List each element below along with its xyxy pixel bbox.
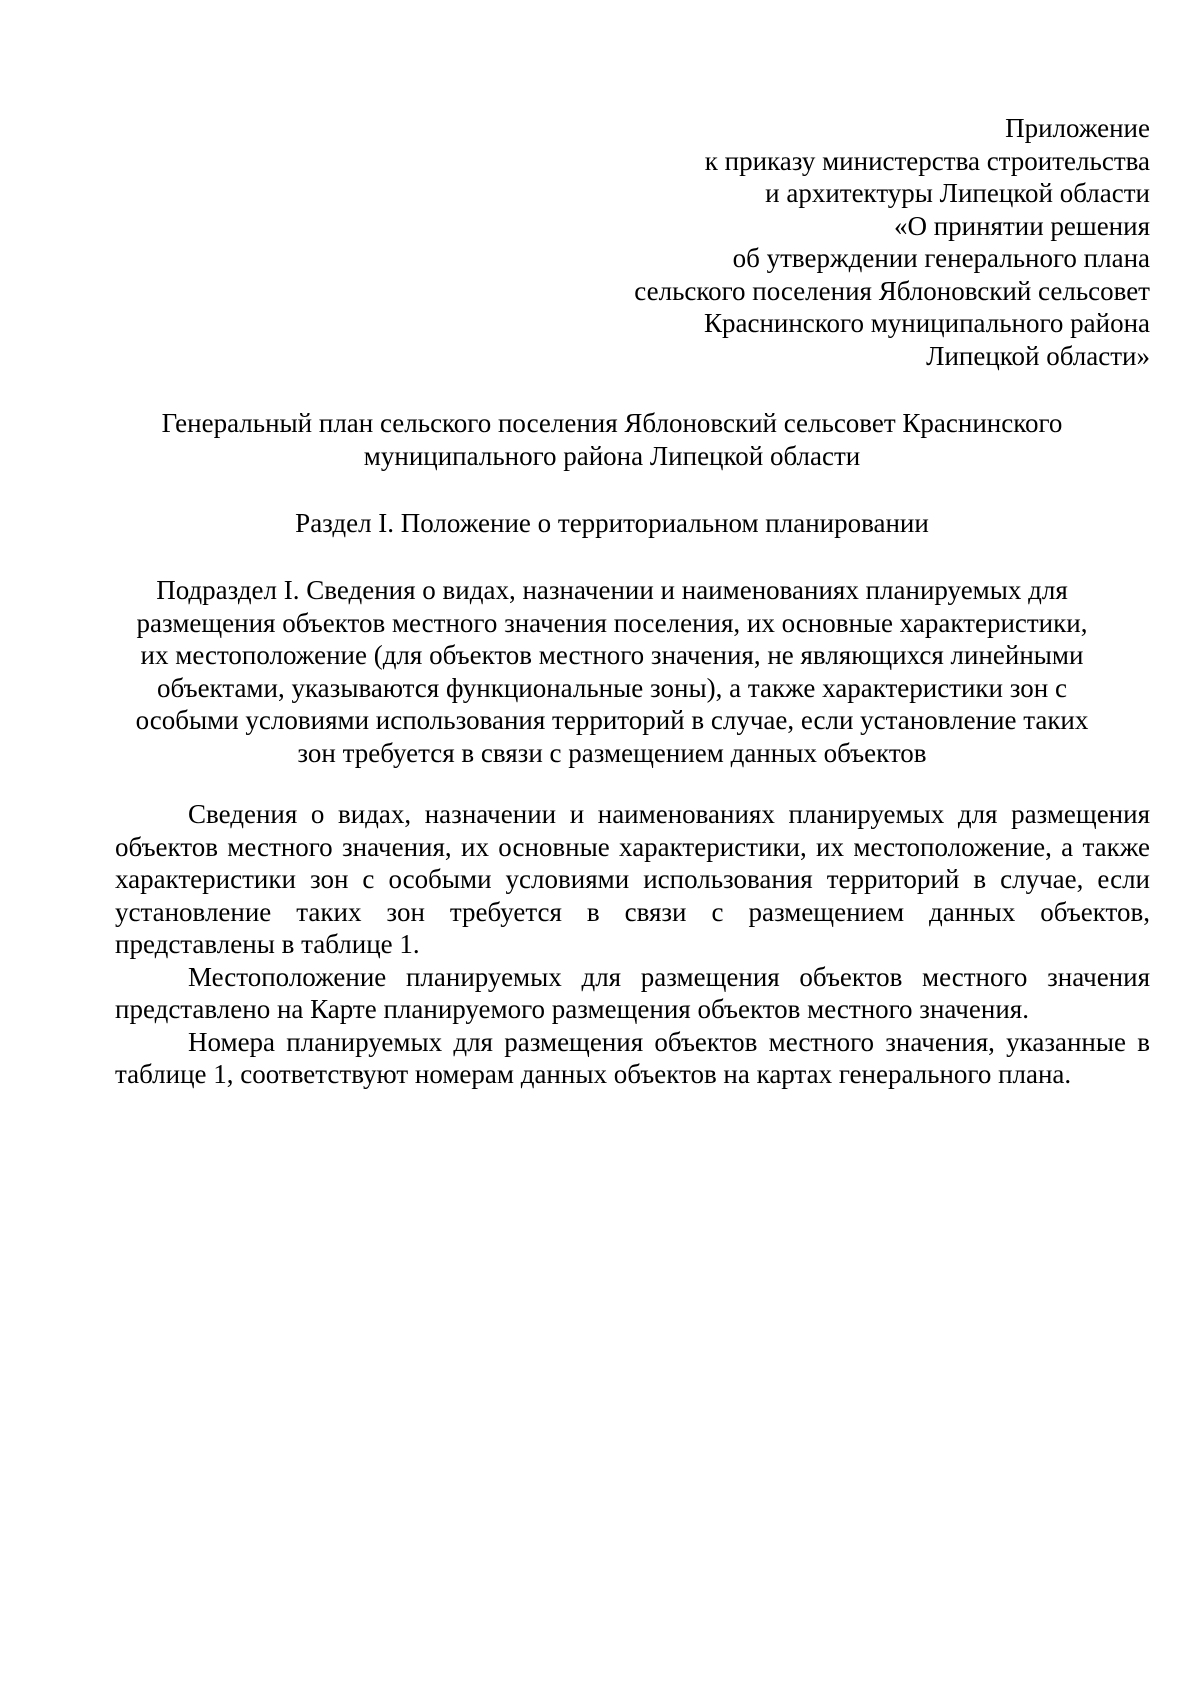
subsection-title-line: Подраздел I. Сведения о видах, назначении и наименованиях планируемых для xyxy=(156,575,1068,605)
appendix-header xyxy=(450,112,1150,372)
appendix-line: и архитектуры Липецкой области xyxy=(765,178,1150,208)
section-title-line: Раздел I. Положение о территориальном планировании xyxy=(295,508,929,538)
body-paragraph: Номера планируемых для размещения объектов местного значения, указанные в таблице 1, соответствуют номерам данных объектов на картах генерального плана. xyxy=(115,1026,1150,1089)
body-text xyxy=(115,798,1150,1091)
subsection-title-line: их местоположение (для объектов местного значения, не являющихся линейными xyxy=(140,640,1084,670)
section-title xyxy=(112,507,1112,540)
subsection-title-line: объектами, указываются функциональные зоны), а также характеристики зон с xyxy=(157,672,1067,703)
appendix-line: сельского поселения Яблоновский сельсовет xyxy=(634,275,1150,306)
subsection-title-line: особыми условиями использования территорий в случае, если установление таких xyxy=(135,705,1089,735)
body-paragraph: Местоположение планируемых для размещения объектов местного значения представлено на Карте планируемого размещения объектов местного значения. xyxy=(115,961,1150,1024)
subsection-title xyxy=(112,574,1112,769)
document-title-line: муниципального района Липецкой области xyxy=(363,440,861,471)
appendix-line: к приказу министерства строительства xyxy=(704,145,1150,176)
document-title-line: Генеральный план сельского поселения Яблоновский сельсовет Краснинского xyxy=(161,408,1063,438)
document-title xyxy=(112,407,1112,472)
appendix-line: Краснинского муниципального района xyxy=(703,308,1150,338)
body-paragraph: Сведения о видах, назначении и наименованиях планируемых для размещения объектов местного значения, их основные характеристики, их местоположение, а также характеристики зон с особыми условиями использования территорий в случае, если установление таких зон требуется в связи с размещением данных объектов, представлены в таблице 1. xyxy=(115,799,1150,959)
appendix-line: Приложение xyxy=(1005,113,1150,143)
appendix-line: «О принятии решения xyxy=(893,210,1150,241)
subsection-title-line: зон требуется в связи с размещением данных объектов xyxy=(297,737,927,768)
appendix-line: Липецкой области» xyxy=(926,340,1150,371)
subsection-title-line: размещения объектов местного значения поселения, их основные характеристики, xyxy=(136,607,1088,638)
appendix-line: об утверждении генерального плана xyxy=(732,243,1150,273)
